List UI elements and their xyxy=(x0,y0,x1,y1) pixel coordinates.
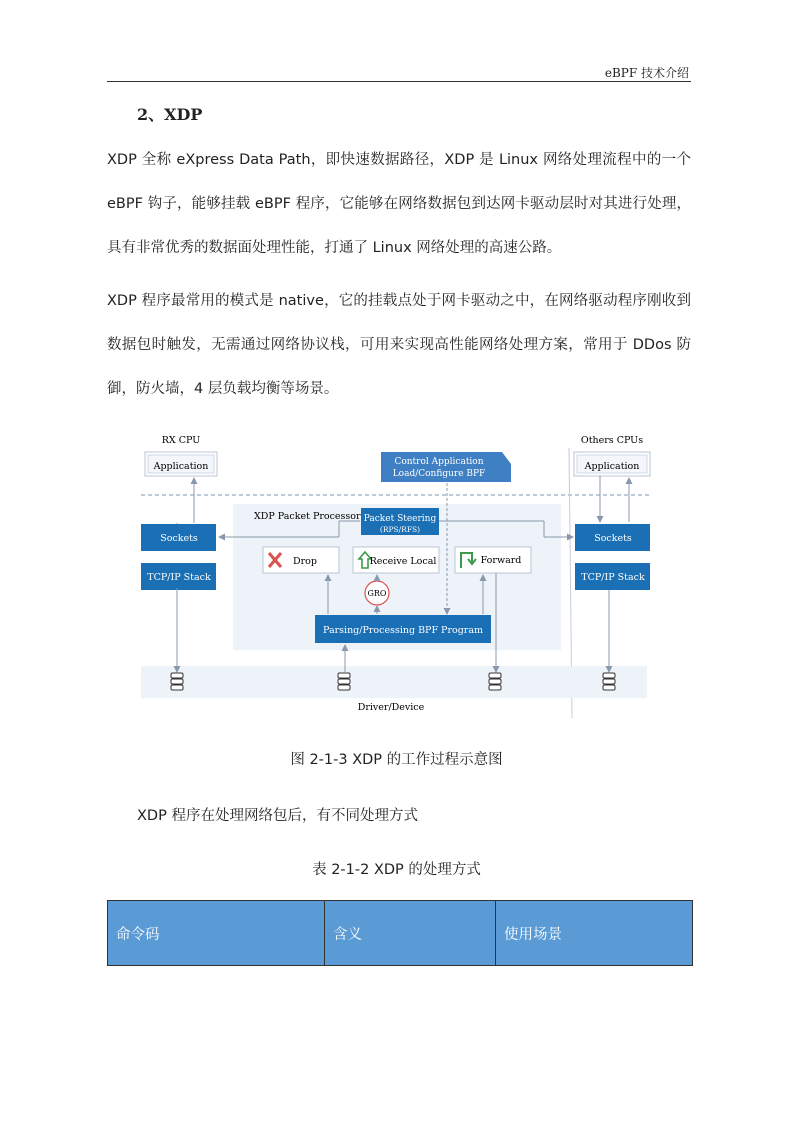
driver-label: Driver/Device xyxy=(357,702,425,713)
paragraph-text: XDP 程序最常用的模式是 native，它的挂载点处于网卡驱动之中，在网络驱动程序刚收到数据包时触发，无需通过网络协议栈，可用来实现高性能网络处理方案，常用于 DDos 防御，防火墙，4 层负载均衡等场景。 xyxy=(107,293,691,397)
header-meaning: 含义 xyxy=(325,901,496,966)
paragraph-text: XDP 全称 eXpress Data Path，即快速数据路径，XDP 是 Linux 网络处理流程中的一个 eBPF 钩子，能够挂载 eBPF 程序，它能够在网络数据包到达网卡驱动层时对其进行处理，具有非常优秀的数据面处理性能，打通了 Linux 网络处理的高速公路。 xyxy=(107,152,691,256)
sockets-label-right: Sockets xyxy=(594,533,632,544)
header-title: eBPF 技术介绍 xyxy=(604,66,689,80)
paragraph-native-mode xyxy=(107,279,691,411)
tcpip-label-left: TCP/IP Stack xyxy=(147,572,211,583)
table-caption: 表 2-1-2 XDP 的处理方式 xyxy=(312,862,481,878)
driver-bar xyxy=(141,666,647,698)
packet-steering-line2: (RPS/RFS) xyxy=(379,525,421,534)
packet-steering-line1: Packet Steering xyxy=(363,514,437,524)
xdp-processor-label: XDP Packet Processor xyxy=(254,511,361,522)
rx-cpu-label: RX CPU xyxy=(161,435,201,446)
drop-label: Drop xyxy=(293,556,317,567)
lead-sentence: XDP 程序在处理网络包后，有不同处理方式 xyxy=(137,808,418,824)
header-command-code: 命令码 xyxy=(108,901,325,966)
header-usage: 使用场景 xyxy=(496,901,693,966)
sockets-label-left: Sockets xyxy=(160,533,198,544)
page-header xyxy=(107,64,691,82)
application-label-left: Application xyxy=(153,461,209,472)
others-cpus-label: Others CPUs xyxy=(580,435,644,446)
xdp-actions-table xyxy=(107,900,693,966)
figure-caption: 图 2-1-3 XDP 的工作过程示意图 xyxy=(290,752,503,768)
forward-label: Forward xyxy=(480,555,522,566)
receive-local-label: Receive Local xyxy=(369,556,437,567)
table-header-row xyxy=(108,901,693,966)
application-label-right: Application xyxy=(584,461,640,472)
control-app-line1: Control Application xyxy=(394,457,484,467)
parsing-label: Parsing/Processing BPF Program xyxy=(322,625,484,636)
paragraph-xdp-intro xyxy=(107,138,691,270)
section-title: 2、XDP xyxy=(137,105,203,124)
xdp-diagram xyxy=(139,428,664,718)
tcpip-label-right: TCP/IP Stack xyxy=(581,572,645,583)
control-app-line2: Load/Configure BPF xyxy=(392,469,486,479)
gro-label: GRO xyxy=(367,589,387,598)
